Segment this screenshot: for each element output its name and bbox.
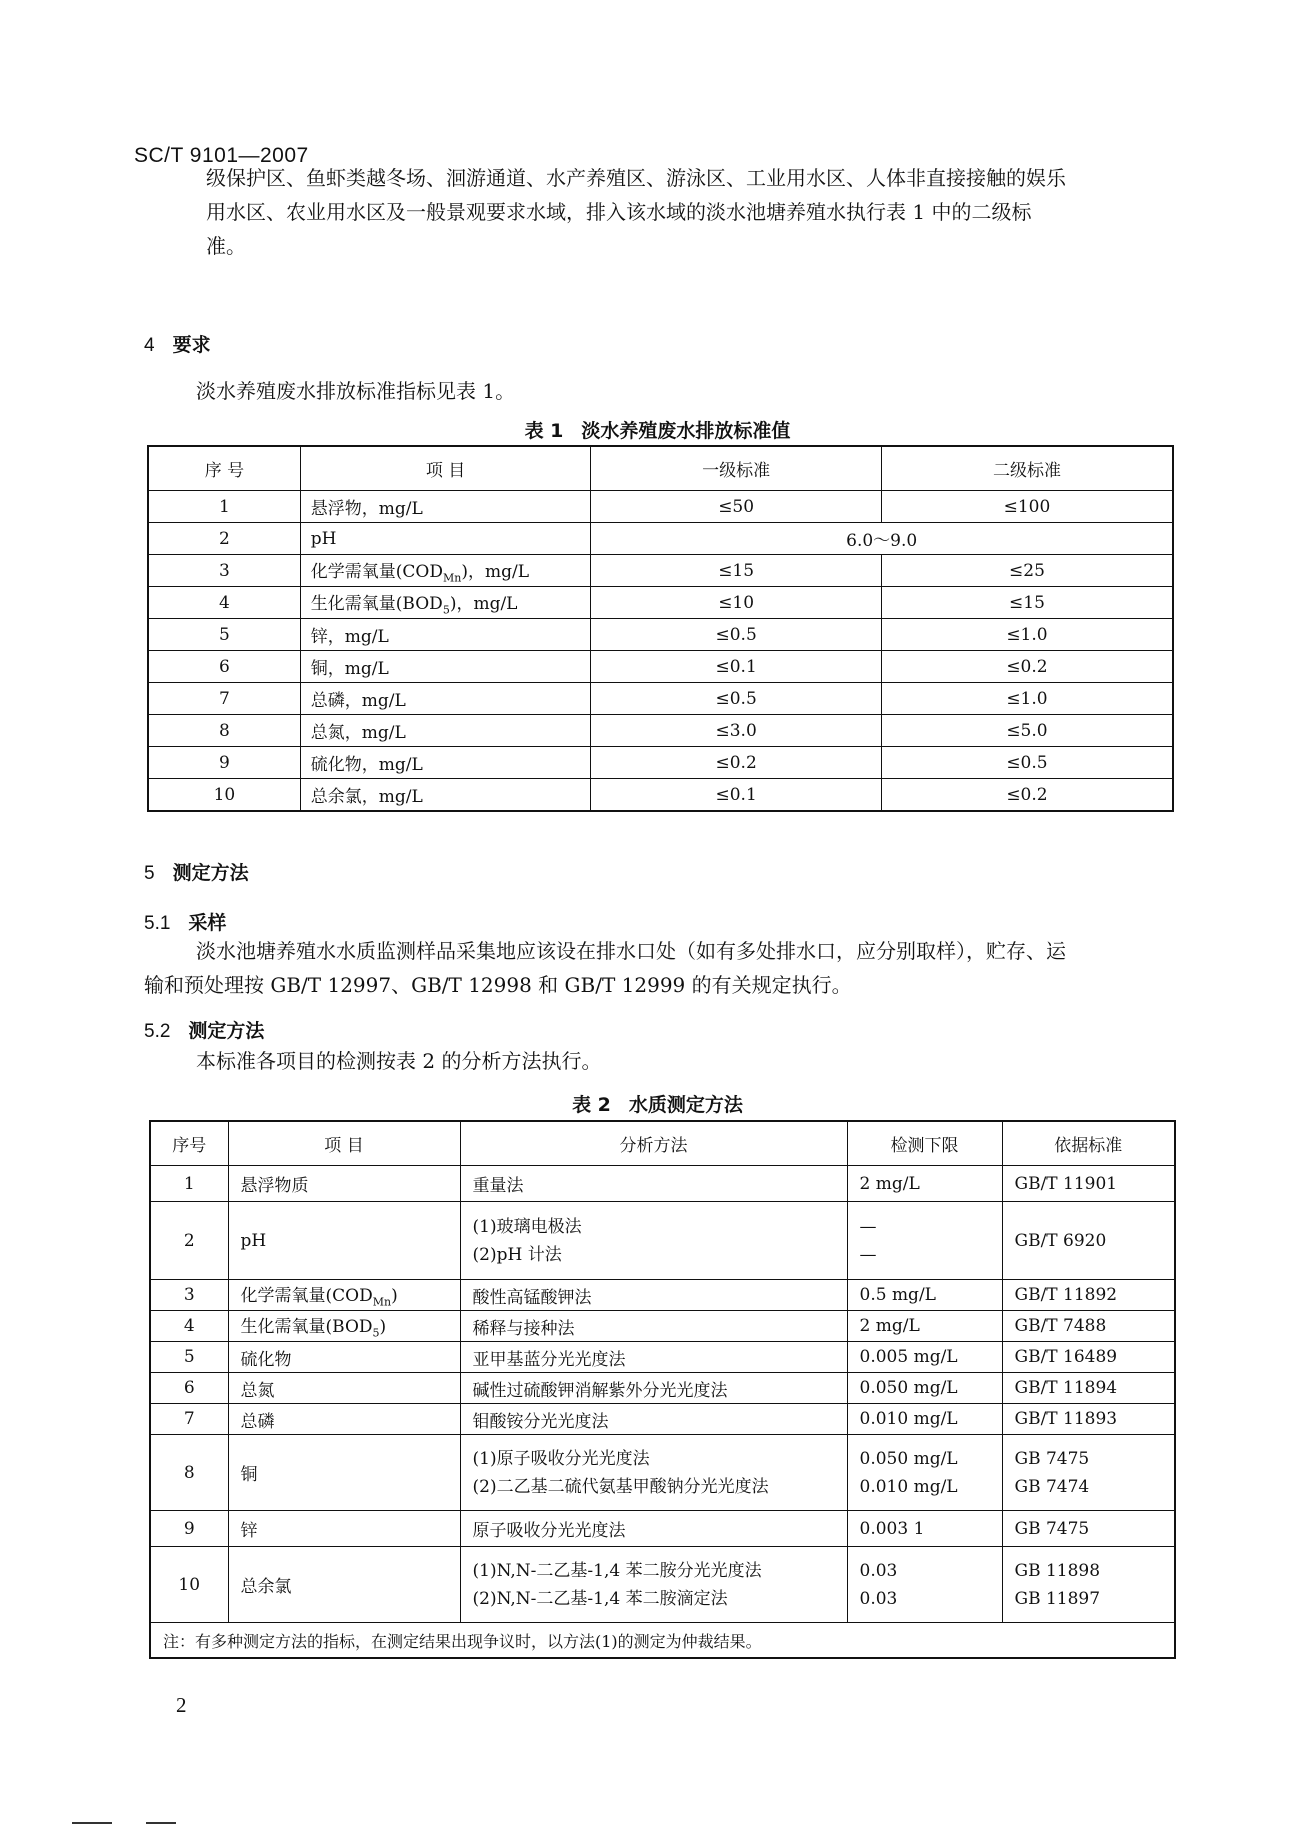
section-5-heading bbox=[144, 858, 249, 885]
section-5-1-heading bbox=[144, 908, 226, 935]
table-row bbox=[150, 1511, 1175, 1547]
standard-ref: GB 7475 bbox=[1014, 1448, 1090, 1469]
table-row bbox=[148, 715, 1173, 747]
grade-1-value: ≤0.2 bbox=[591, 747, 882, 779]
row-item-text: 化学需氧量(COD bbox=[240, 1286, 373, 1307]
grade-2-value: ≤5.0 bbox=[881, 715, 1173, 747]
row-item-text: 生化需氧量(BOD bbox=[310, 593, 443, 614]
table-2-header-no: 序号 bbox=[150, 1121, 228, 1166]
row-number: 7 bbox=[150, 1404, 228, 1435]
row-item: 铜，mg/L bbox=[300, 651, 591, 683]
grade-1-value: ≤50 bbox=[591, 491, 882, 523]
row-item bbox=[228, 1311, 460, 1342]
detection-limit: 0.5 mg/L bbox=[847, 1280, 1002, 1311]
table-2-test-methods bbox=[149, 1120, 1176, 1659]
row-item: 锌 bbox=[228, 1511, 460, 1547]
intro-line-2: 用水区、农业用水区及一般景观要求水域，排入该水域的淡水池塘养殖水执行表 1 中的二级标 bbox=[206, 200, 1032, 224]
table-1-header-no: 序 号 bbox=[148, 446, 300, 491]
standard-ref: GB/T 11893 bbox=[1002, 1404, 1175, 1435]
grade-2-value: ≤100 bbox=[881, 491, 1173, 523]
standard-ref: GB/T 11894 bbox=[1002, 1373, 1175, 1404]
section-5-1-line-2: 输和预处理按 GB/T 12997、GB/T 12998 和 GB/T 12999 的有关规定执行。 bbox=[144, 973, 852, 997]
grade-2-value: ≤25 bbox=[881, 555, 1173, 587]
standard-ref: GB/T 16489 bbox=[1002, 1342, 1175, 1373]
detection-limit: 0.03 bbox=[859, 1588, 898, 1609]
standard-ref: GB 11898 bbox=[1014, 1560, 1101, 1581]
detection-limit: 0.03 bbox=[859, 1560, 898, 1581]
section-5-title: 测定方法 bbox=[172, 862, 249, 884]
row-number: 8 bbox=[150, 1435, 228, 1511]
row-number: 3 bbox=[148, 555, 300, 587]
section-5-1-text bbox=[144, 934, 1184, 1002]
row-item: 总余氯 bbox=[228, 1547, 460, 1623]
table-2-header-method: 分析方法 bbox=[460, 1121, 847, 1166]
standard-ref: GB/T 6920 bbox=[1002, 1202, 1175, 1280]
row-item: pH bbox=[228, 1202, 460, 1280]
row-item: 锌，mg/L bbox=[300, 619, 591, 651]
table-1-label: 表 1 bbox=[524, 420, 564, 442]
table-row bbox=[148, 555, 1173, 587]
table-row bbox=[148, 779, 1173, 812]
row-item-suffix: ) bbox=[391, 1286, 398, 1307]
row-number: 6 bbox=[148, 651, 300, 683]
table-1-title: 淡水养殖废水排放标准值 bbox=[581, 420, 791, 442]
section-5-number: 5 bbox=[144, 863, 155, 884]
row-item: 硫化物，mg/L bbox=[300, 747, 591, 779]
grade-1-value: ≤0.1 bbox=[591, 779, 882, 812]
table-row bbox=[148, 491, 1173, 523]
row-item-suffix: ) bbox=[379, 1317, 387, 1338]
grade-2-value: ≤0.2 bbox=[881, 779, 1173, 812]
table-2-header-row bbox=[150, 1121, 1175, 1166]
method: (2)pH 计法 bbox=[472, 1244, 562, 1265]
table-row bbox=[148, 619, 1173, 651]
grade-2-value: ≤1.0 bbox=[881, 683, 1173, 715]
row-number: 5 bbox=[148, 619, 300, 651]
table-row bbox=[148, 651, 1173, 683]
row-item: 总磷 bbox=[228, 1404, 460, 1435]
method: 稀释与接种法 bbox=[460, 1311, 847, 1342]
method-list bbox=[460, 1547, 847, 1623]
row-item: 铜 bbox=[228, 1435, 460, 1511]
table-row bbox=[150, 1547, 1175, 1623]
grade-2-value: ≤0.2 bbox=[881, 651, 1173, 683]
limit-list bbox=[847, 1202, 1002, 1280]
method-list bbox=[460, 1435, 847, 1511]
page-number: 2 bbox=[176, 1693, 187, 1717]
table-note-row bbox=[150, 1623, 1175, 1659]
table-row bbox=[150, 1311, 1175, 1342]
detection-limit: 2 mg/L bbox=[847, 1166, 1002, 1202]
section-5-2-number: 5.2 bbox=[144, 1021, 171, 1042]
standard-ref: GB/T 7488 bbox=[1002, 1311, 1175, 1342]
limit-list bbox=[847, 1435, 1002, 1511]
table-1-header-row bbox=[148, 446, 1173, 491]
grade-1-value: ≤15 bbox=[591, 555, 882, 587]
method: (2)二乙基二硫代氨基甲酸钠分光光度法 bbox=[472, 1476, 769, 1497]
method: (1)原子吸收分光光度法 bbox=[472, 1448, 650, 1469]
table-row bbox=[148, 683, 1173, 715]
row-number: 4 bbox=[148, 587, 300, 619]
standard-ref: GB/T 11892 bbox=[1002, 1280, 1175, 1311]
standard-ref: GB/T 11901 bbox=[1002, 1166, 1175, 1202]
detection-limit: 0.050 mg/L bbox=[859, 1448, 958, 1469]
document-code-header: SC/T 9101—2007 bbox=[134, 144, 309, 167]
row-number: 1 bbox=[150, 1166, 228, 1202]
table-row bbox=[148, 587, 1173, 619]
method: 原子吸收分光光度法 bbox=[460, 1511, 847, 1547]
table-1-caption bbox=[0, 416, 1315, 443]
row-item: 总氮 bbox=[228, 1373, 460, 1404]
method: 重量法 bbox=[460, 1166, 847, 1202]
subscript: 5 bbox=[372, 1326, 380, 1340]
row-number: 2 bbox=[150, 1202, 228, 1280]
limit-list bbox=[847, 1547, 1002, 1623]
standard-ref: GB 7475 bbox=[1002, 1511, 1175, 1547]
section-5-1-line-1: 淡水池塘养殖水水质监测样品采集地应该设在排水口处（如有多处排水口，应分别取样），贮存、运 bbox=[196, 939, 1066, 963]
row-number: 3 bbox=[150, 1280, 228, 1311]
combined-value: 6.0～9.0 bbox=[591, 523, 1173, 555]
table-1-header-grade-2: 二级标准 bbox=[881, 446, 1173, 491]
table-2-header-item: 项 目 bbox=[228, 1121, 460, 1166]
table-note: 注：有多种测定方法的指标，在测定结果出现争议时，以方法(1)的测定为仲裁结果。 bbox=[150, 1623, 1175, 1659]
intro-line-3: 准。 bbox=[206, 234, 246, 258]
subscript: Mn bbox=[443, 571, 462, 585]
section-5-2-heading bbox=[144, 1016, 264, 1043]
table-1-header-grade-1: 一级标准 bbox=[591, 446, 882, 491]
table-row bbox=[148, 523, 1173, 555]
row-number: 6 bbox=[150, 1373, 228, 1404]
grade-2-value: ≤0.5 bbox=[881, 747, 1173, 779]
row-number: 7 bbox=[148, 683, 300, 715]
grade-2-value: ≤1.0 bbox=[881, 619, 1173, 651]
table-2-title: 水质测定方法 bbox=[628, 1094, 743, 1116]
standard-list bbox=[1002, 1435, 1175, 1511]
table-row bbox=[150, 1342, 1175, 1373]
method-list bbox=[460, 1202, 847, 1280]
row-item bbox=[228, 1280, 460, 1311]
method: 碱性过硫酸钾消解紫外分光光度法 bbox=[460, 1373, 847, 1404]
section-4-number: 4 bbox=[144, 335, 155, 356]
row-number: 4 bbox=[150, 1311, 228, 1342]
row-number: 9 bbox=[150, 1511, 228, 1547]
row-number: 2 bbox=[148, 523, 300, 555]
row-item: 总氮，mg/L bbox=[300, 715, 591, 747]
row-number: 8 bbox=[148, 715, 300, 747]
method: 钼酸铵分光光度法 bbox=[460, 1404, 847, 1435]
grade-1-value: ≤0.5 bbox=[591, 619, 882, 651]
table-2-header-limit: 检测下限 bbox=[847, 1121, 1002, 1166]
row-item bbox=[300, 555, 591, 587]
table-2-caption bbox=[0, 1090, 1315, 1117]
table-row bbox=[150, 1404, 1175, 1435]
standard-ref: GB 11897 bbox=[1014, 1588, 1101, 1609]
section-4-title: 要求 bbox=[172, 334, 211, 356]
table-row bbox=[150, 1202, 1175, 1280]
row-item-text: 化学需氧量(COD bbox=[310, 561, 444, 582]
detection-limit: 0.050 mg/L bbox=[847, 1373, 1002, 1404]
method: (2)N,N-二乙基-1,4 苯二胺滴定法 bbox=[472, 1588, 728, 1609]
table-row bbox=[150, 1373, 1175, 1404]
scan-mark bbox=[146, 1822, 176, 1824]
method: (1)玻璃电极法 bbox=[472, 1216, 582, 1237]
detection-limit: 0.010 mg/L bbox=[847, 1404, 1002, 1435]
row-item: pH bbox=[300, 523, 591, 555]
grade-2-value: ≤15 bbox=[881, 587, 1173, 619]
subscript: 5 bbox=[442, 603, 450, 617]
row-item: 总磷，mg/L bbox=[300, 683, 591, 715]
detection-limit: 0.005 mg/L bbox=[847, 1342, 1002, 1373]
row-item: 悬浮物质 bbox=[228, 1166, 460, 1202]
method: 亚甲基蓝分光光度法 bbox=[460, 1342, 847, 1373]
table-row bbox=[148, 747, 1173, 779]
row-item: 悬浮物，mg/L bbox=[300, 491, 591, 523]
row-item-suffix: )，mg/L bbox=[461, 561, 530, 582]
section-5-2-text: 本标准各项目的检测按表 2 的分析方法执行。 bbox=[196, 1049, 602, 1073]
scan-mark bbox=[72, 1822, 112, 1824]
table-1-discharge-standards bbox=[147, 445, 1174, 812]
intro-paragraph bbox=[206, 161, 1066, 263]
detection-limit: 0.010 mg/L bbox=[859, 1476, 958, 1497]
row-number: 1 bbox=[148, 491, 300, 523]
row-item: 总余氯，mg/L bbox=[300, 779, 591, 812]
intro-line-1: 级保护区、鱼虾类越冬场、洄游通道、水产养殖区、游泳区、工业用水区、人体非直接接触的娱乐 bbox=[206, 166, 1066, 190]
grade-1-value: ≤10 bbox=[591, 587, 882, 619]
table-1-header-item: 项 目 bbox=[300, 446, 591, 491]
standard-list bbox=[1002, 1547, 1175, 1623]
grade-1-value: ≤0.1 bbox=[591, 651, 882, 683]
section-5-1-title: 采样 bbox=[188, 912, 227, 934]
detection-limit: — bbox=[859, 1216, 877, 1237]
method: (1)N,N-二乙基-1,4 苯二胺分光光度法 bbox=[472, 1560, 762, 1581]
row-item-text: 生化需氧量(BOD bbox=[240, 1317, 373, 1338]
method: 酸性高锰酸钾法 bbox=[460, 1280, 847, 1311]
row-item-suffix: )，mg/L bbox=[449, 593, 518, 614]
detection-limit: — bbox=[859, 1244, 877, 1265]
section-5-2-title: 测定方法 bbox=[188, 1020, 265, 1042]
table-2-header-standard: 依据标准 bbox=[1002, 1121, 1175, 1166]
grade-1-value: ≤3.0 bbox=[591, 715, 882, 747]
row-number: 9 bbox=[148, 747, 300, 779]
subscript: Mn bbox=[372, 1295, 392, 1309]
detection-limit: 2 mg/L bbox=[847, 1311, 1002, 1342]
row-number: 5 bbox=[150, 1342, 228, 1373]
standard-ref: GB 7474 bbox=[1014, 1476, 1090, 1497]
row-number: 10 bbox=[150, 1547, 228, 1623]
section-4-text: 淡水养殖废水排放标准指标见表 1。 bbox=[196, 379, 516, 403]
row-item: 硫化物 bbox=[228, 1342, 460, 1373]
table-row bbox=[150, 1280, 1175, 1311]
row-item bbox=[300, 587, 591, 619]
section-4-heading bbox=[144, 330, 211, 357]
detection-limit: 0.003 1 bbox=[847, 1511, 1002, 1547]
section-5-1-number: 5.1 bbox=[144, 913, 171, 934]
table-row bbox=[150, 1435, 1175, 1511]
table-row bbox=[150, 1166, 1175, 1202]
grade-1-value: ≤0.5 bbox=[591, 683, 882, 715]
row-number: 10 bbox=[148, 779, 300, 812]
table-2-label: 表 2 bbox=[572, 1094, 611, 1116]
